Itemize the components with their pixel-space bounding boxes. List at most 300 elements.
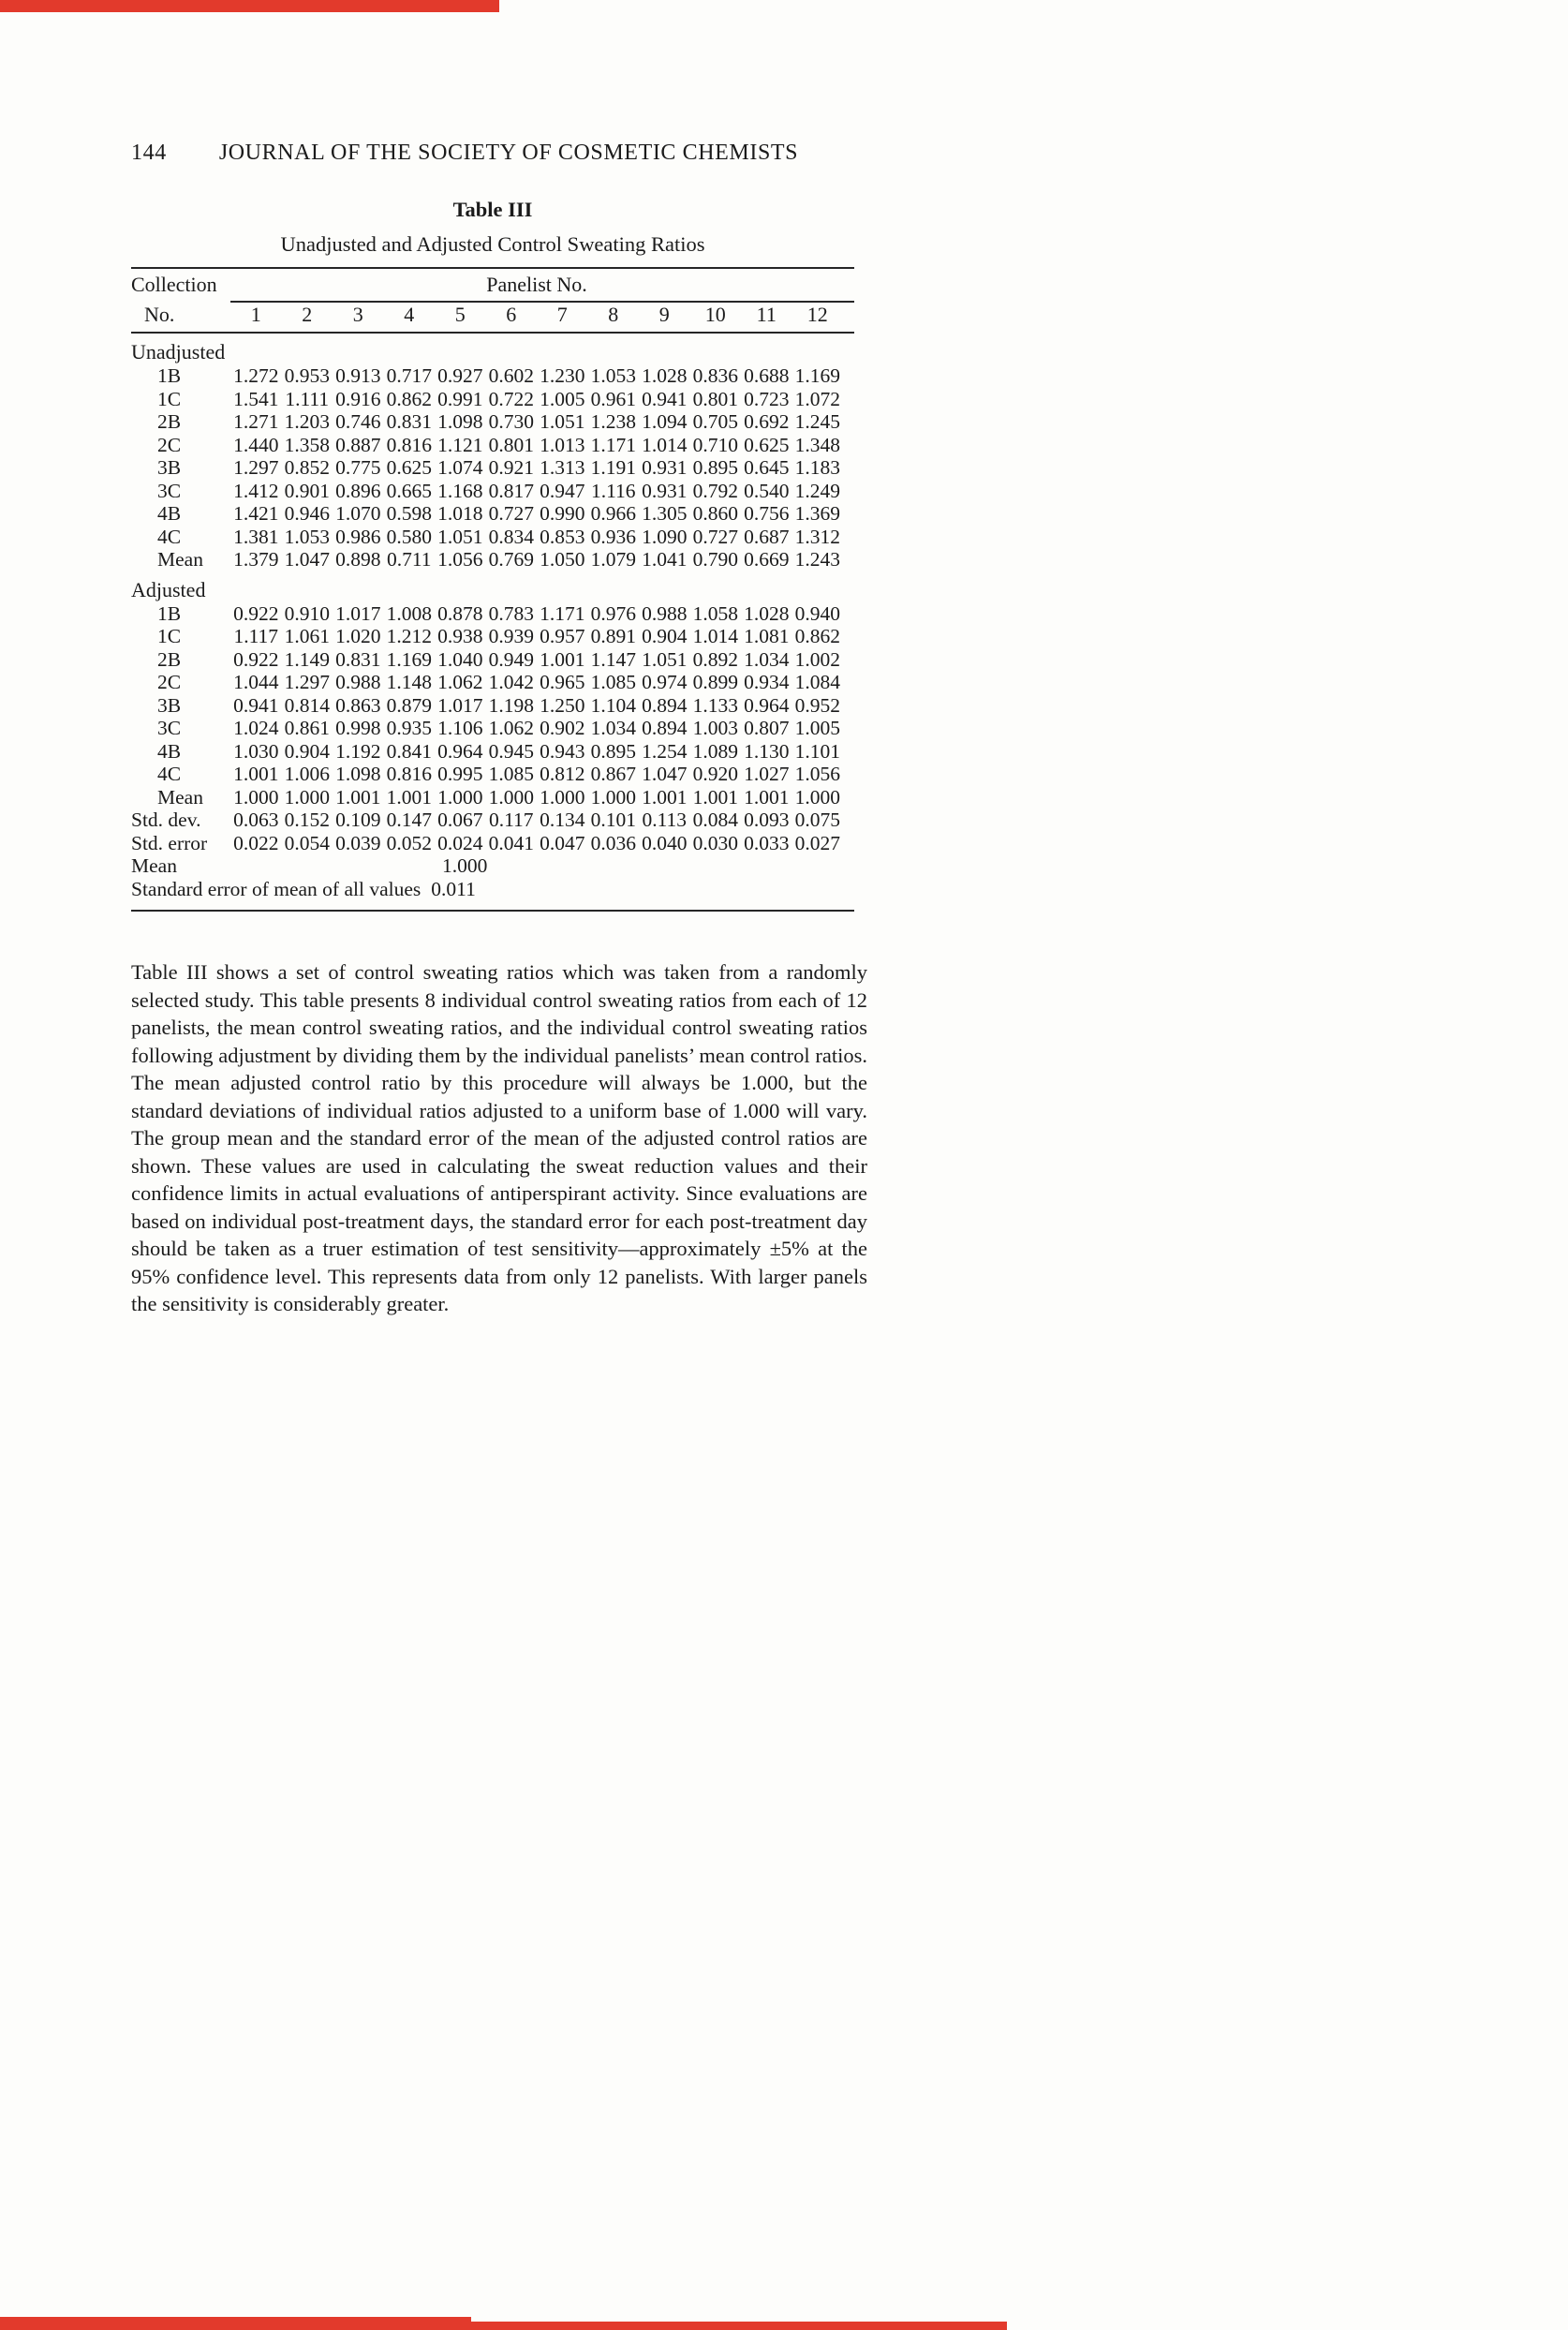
table-cell: 1.005 bbox=[794, 717, 840, 739]
row-label: 4C bbox=[157, 763, 182, 785]
table-cell: 1.072 bbox=[794, 387, 840, 410]
table-cell: 1.000 bbox=[437, 785, 483, 809]
table-cell: 1.106 bbox=[437, 717, 483, 739]
table-cell: 0.580 bbox=[386, 525, 432, 548]
panelist-number-8: 8 bbox=[608, 303, 619, 326]
table-cell: 1.191 bbox=[590, 456, 636, 479]
table-cell: 1.000 bbox=[488, 785, 534, 809]
table-cell: 0.957 bbox=[540, 625, 585, 647]
table-cell: 1.171 bbox=[540, 601, 585, 625]
table-cell: 0.727 bbox=[692, 525, 738, 548]
table-cell: 0.995 bbox=[437, 763, 483, 785]
table-cell: 0.792 bbox=[692, 479, 738, 502]
body-paragraph: Table III shows a set of control sweating ratios which was taken from a randomly selected study. This table presents 8 individual control sweating ratios from each of 12 panelists, the mean control sweating ratios, and the individual control sweating ratios following adjustment by dividing them by the individual panelists’ mean control ratios. The mean adjusted control ratio by this procedure will always be 1.000, but the standard deviations of individual ratios adjusted to a uniform base of 1.000 will vary. The group mean and the standard error of the mean of the adjusted control ratios are shown. These values are used in calculating the sweat reduction values and their confidence limits in actual evaluations of antiperspirant activity. Since evaluations are based on individual post-treatment days, the standard error for each post-treatment day should be taken as a truer estimation of test sensitivity—approximately ±5% at the 95% confidence level. This represents data from only 12 panelists. With larger panels the sensitivity is considerably greater. bbox=[131, 960, 867, 1315]
table-cell: 0.945 bbox=[488, 739, 534, 763]
table-cell: 1.028 bbox=[642, 364, 688, 387]
table-cell: 0.711 bbox=[386, 548, 432, 571]
table-cell: 1.058 bbox=[692, 601, 738, 625]
table-cell: 0.988 bbox=[335, 671, 381, 693]
table-row-3c bbox=[131, 480, 854, 503]
table-cell: 0.913 bbox=[335, 364, 381, 387]
table-cell: 1.000 bbox=[590, 785, 636, 809]
table-cell: 0.063 bbox=[233, 809, 279, 831]
table-cell: 1.051 bbox=[437, 525, 483, 548]
table-cell: 1.133 bbox=[692, 693, 738, 717]
row-label: 1C bbox=[157, 387, 182, 410]
table-cell: 1.272 bbox=[233, 364, 279, 387]
table-row-2b bbox=[131, 648, 854, 672]
table-cell: 1.005 bbox=[540, 387, 585, 410]
table-cell: 1.379 bbox=[233, 548, 279, 571]
table-cell: 0.807 bbox=[744, 717, 790, 739]
table-cell: 1.051 bbox=[642, 647, 688, 671]
panelist-number-4: 4 bbox=[404, 303, 415, 326]
table-row-4c bbox=[131, 526, 854, 549]
table-cell: 0.895 bbox=[692, 456, 738, 479]
running-head bbox=[131, 141, 867, 166]
table-cell: 0.952 bbox=[794, 693, 840, 717]
table-cell: 0.041 bbox=[488, 831, 534, 854]
table-cell: 1.084 bbox=[794, 671, 840, 693]
table-cell: 1.002 bbox=[794, 647, 840, 671]
table-cell: 0.727 bbox=[488, 502, 534, 525]
table-cell: 0.669 bbox=[744, 548, 790, 571]
table-cell: 0.949 bbox=[488, 647, 534, 671]
summary-row bbox=[131, 854, 854, 878]
table-cell: 1.230 bbox=[540, 364, 585, 387]
table-row-1c bbox=[131, 388, 854, 411]
table-cell: 0.816 bbox=[386, 433, 432, 456]
table-cell: 0.922 bbox=[233, 601, 279, 625]
row-label: 1B bbox=[157, 601, 182, 625]
panelist-number-7: 7 bbox=[556, 303, 568, 326]
table-cell: 0.134 bbox=[540, 809, 585, 831]
table-cell: 1.047 bbox=[642, 763, 688, 785]
table-cell: 1.098 bbox=[335, 763, 381, 785]
table-cell: 1.000 bbox=[540, 785, 585, 809]
table-cell: 1.001 bbox=[540, 647, 585, 671]
summary-value: 1.000 bbox=[442, 854, 488, 877]
row-label: 4C bbox=[157, 525, 182, 548]
table-cell: 1.254 bbox=[642, 739, 688, 763]
table-cell: 0.022 bbox=[233, 831, 279, 854]
table-cell: 1.001 bbox=[335, 785, 381, 809]
table-cell: 1.040 bbox=[437, 647, 483, 671]
table-cell: 1.104 bbox=[590, 693, 636, 717]
table-cell: 1.017 bbox=[335, 601, 381, 625]
section-label-unadjusted: Unadjusted bbox=[131, 340, 226, 364]
table-cell: 0.054 bbox=[284, 831, 330, 854]
table-cell: 1.001 bbox=[692, 785, 738, 809]
table-cell: 1.047 bbox=[284, 548, 330, 571]
row-label: Std. dev. bbox=[131, 809, 201, 831]
table-cell: 1.297 bbox=[284, 671, 330, 693]
table-cell: 0.033 bbox=[744, 831, 790, 854]
table-cell: 1.027 bbox=[744, 763, 790, 785]
table-cell: 0.892 bbox=[692, 647, 738, 671]
table-cell: 0.861 bbox=[284, 717, 330, 739]
table-cell: 1.001 bbox=[386, 785, 432, 809]
table-cell: 1.020 bbox=[335, 625, 381, 647]
row-label: 2C bbox=[157, 433, 182, 456]
table-cell: 0.036 bbox=[590, 831, 636, 854]
table-row-4c bbox=[131, 763, 854, 786]
table-cell: 1.348 bbox=[794, 433, 840, 456]
table-cell: 1.000 bbox=[794, 785, 840, 809]
table-cell: 0.966 bbox=[590, 502, 636, 525]
panelist-group-label: Panelist No. bbox=[486, 273, 587, 296]
scan-artifact-top-bar bbox=[0, 0, 499, 12]
table-cell: 0.723 bbox=[744, 387, 790, 410]
table-cell: 1.028 bbox=[744, 601, 790, 625]
panelist-number-6: 6 bbox=[506, 303, 517, 326]
table-row-mean bbox=[131, 548, 854, 571]
table-cell: 0.934 bbox=[744, 671, 790, 693]
table-cell: 1.171 bbox=[590, 433, 636, 456]
row-label: Mean bbox=[157, 785, 203, 809]
table-cell: 0.964 bbox=[744, 693, 790, 717]
table-cell: 1.541 bbox=[233, 387, 279, 410]
row-label: 2C bbox=[157, 671, 182, 693]
table-cell: 1.074 bbox=[437, 456, 483, 479]
table-cell: 0.783 bbox=[488, 601, 534, 625]
row-label: 2B bbox=[157, 647, 182, 671]
table-cell: 0.602 bbox=[488, 364, 534, 387]
table-cell: 1.198 bbox=[488, 693, 534, 717]
table-cell: 0.705 bbox=[692, 410, 738, 433]
table-cell: 0.067 bbox=[437, 809, 483, 831]
table-cell: 0.931 bbox=[642, 456, 688, 479]
table-cell: 1.212 bbox=[386, 625, 432, 647]
table-cell: 0.938 bbox=[437, 625, 483, 647]
table-cell: 0.027 bbox=[794, 831, 840, 854]
panelist-number-12: 12 bbox=[806, 303, 828, 326]
table-cell: 1.044 bbox=[233, 671, 279, 693]
table-cell: 0.024 bbox=[437, 831, 483, 854]
table-row-std-error bbox=[131, 832, 854, 855]
table-cell: 1.412 bbox=[233, 479, 279, 502]
table-cell: 1.271 bbox=[233, 410, 279, 433]
table-cell: 0.687 bbox=[744, 525, 790, 548]
table-cell: 1.008 bbox=[386, 601, 432, 625]
table-cell: 0.598 bbox=[386, 502, 432, 525]
table-cell: 1.006 bbox=[284, 763, 330, 785]
table-cell: 0.965 bbox=[540, 671, 585, 693]
table-cell: 0.921 bbox=[488, 456, 534, 479]
table-cell: 0.101 bbox=[590, 809, 636, 831]
table-cell: 0.039 bbox=[335, 831, 381, 854]
table-cell: 0.625 bbox=[386, 456, 432, 479]
table-cell: 0.961 bbox=[590, 387, 636, 410]
table-cell: 1.369 bbox=[794, 502, 840, 525]
panelist-number-3: 3 bbox=[352, 303, 363, 326]
panelist-number-5: 5 bbox=[454, 303, 466, 326]
table-cell: 1.030 bbox=[233, 739, 279, 763]
section-label-adjusted: Adjusted bbox=[131, 577, 206, 601]
row-label: 2B bbox=[157, 410, 182, 433]
table-cell: 1.358 bbox=[284, 433, 330, 456]
table-cell: 0.899 bbox=[692, 671, 738, 693]
row-label: 1C bbox=[157, 625, 182, 647]
panelist-number-2: 2 bbox=[302, 303, 313, 326]
table-cell: 0.756 bbox=[744, 502, 790, 525]
table-cell: 1.183 bbox=[794, 456, 840, 479]
table-cell: 1.090 bbox=[642, 525, 688, 548]
table-cell: 0.940 bbox=[794, 601, 840, 625]
table-cell: 0.947 bbox=[540, 479, 585, 502]
table-cell: 1.305 bbox=[642, 502, 688, 525]
table-cell: 0.093 bbox=[744, 809, 790, 831]
table-cell: 0.931 bbox=[642, 479, 688, 502]
table-cell: 0.887 bbox=[335, 433, 381, 456]
table-cell: 0.817 bbox=[488, 479, 534, 502]
table-row-4b bbox=[131, 740, 854, 764]
table-cell: 0.939 bbox=[488, 625, 534, 647]
table-header-group-row bbox=[131, 269, 854, 297]
table-cell: 1.000 bbox=[284, 785, 330, 809]
table-cell: 1.001 bbox=[233, 763, 279, 785]
row-label: 1B bbox=[157, 364, 182, 387]
table-row-1b bbox=[131, 602, 854, 626]
table-row-3c bbox=[131, 717, 854, 740]
table-cell: 1.017 bbox=[437, 693, 483, 717]
table-cell: 1.245 bbox=[794, 410, 840, 433]
table-cell: 1.149 bbox=[284, 647, 330, 671]
row-label: 4B bbox=[157, 739, 182, 763]
table-cell: 1.098 bbox=[437, 410, 483, 433]
table-cell: 1.381 bbox=[233, 525, 279, 548]
table-cell: 1.003 bbox=[692, 717, 738, 739]
table-cell: 1.001 bbox=[744, 785, 790, 809]
page-content bbox=[131, 141, 867, 1318]
table-cell: 0.841 bbox=[386, 739, 432, 763]
table-cell: 0.941 bbox=[642, 387, 688, 410]
table-iii bbox=[131, 198, 854, 912]
table-subtitle: Unadjusted and Adjusted Control Sweating Ratios bbox=[280, 232, 705, 256]
panelist-number-11: 11 bbox=[756, 303, 777, 326]
table-cell: 0.645 bbox=[744, 456, 790, 479]
table-cell: 0.904 bbox=[284, 739, 330, 763]
row-label: Std. error bbox=[131, 831, 208, 854]
page-number: 144 bbox=[131, 141, 167, 165]
journal-title: JOURNAL OF THE SOCIETY OF COSMETIC CHEMISTS bbox=[218, 141, 799, 165]
table-cell: 1.056 bbox=[794, 763, 840, 785]
table-cell: 0.113 bbox=[642, 809, 688, 831]
table-cell: 0.836 bbox=[692, 364, 738, 387]
table-cell: 1.169 bbox=[386, 647, 432, 671]
table-cell: 0.953 bbox=[284, 364, 330, 387]
table-cell: 1.062 bbox=[437, 671, 483, 693]
table-row-2c bbox=[131, 434, 854, 457]
table-cell: 0.863 bbox=[335, 693, 381, 717]
table-cell: 1.000 bbox=[233, 785, 279, 809]
table-cell: 0.991 bbox=[437, 387, 483, 410]
table-cell: 0.862 bbox=[386, 387, 432, 410]
table-cell: 1.297 bbox=[233, 456, 279, 479]
table-cell: 1.051 bbox=[540, 410, 585, 433]
table-cell: 1.085 bbox=[590, 671, 636, 693]
table-cell: 0.816 bbox=[386, 763, 432, 785]
table-cell: 0.831 bbox=[335, 647, 381, 671]
table-cell: 0.730 bbox=[488, 410, 534, 433]
panelist-number-9: 9 bbox=[658, 303, 670, 326]
table-cell: 1.101 bbox=[794, 739, 840, 763]
table-cell: 0.862 bbox=[794, 625, 840, 647]
table-cell: 0.935 bbox=[386, 717, 432, 739]
table-cell: 0.895 bbox=[590, 739, 636, 763]
table-cell: 0.902 bbox=[540, 717, 585, 739]
table-cell: 1.034 bbox=[744, 647, 790, 671]
table-cell: 0.896 bbox=[335, 479, 381, 502]
table-cell: 1.062 bbox=[488, 717, 534, 739]
table-rule-under-header bbox=[131, 332, 854, 334]
row-label: 3B bbox=[157, 693, 182, 717]
table-cell: 1.440 bbox=[233, 433, 279, 456]
table-cell: 0.878 bbox=[437, 601, 483, 625]
table-cell: 0.898 bbox=[335, 548, 381, 571]
table-row-4b bbox=[131, 502, 854, 526]
table-cell: 0.946 bbox=[284, 502, 330, 525]
table-cell: 1.085 bbox=[488, 763, 534, 785]
table-cell: 0.075 bbox=[794, 809, 840, 831]
table-cell: 0.084 bbox=[692, 809, 738, 831]
table-cell: 0.986 bbox=[335, 525, 381, 548]
panelist-number-1: 1 bbox=[250, 303, 261, 326]
row-label: 3C bbox=[157, 479, 182, 502]
summary-label: Standard error of mean of all values bbox=[131, 878, 422, 900]
table-cell: 0.943 bbox=[540, 739, 585, 763]
table-cell: 1.203 bbox=[284, 410, 330, 433]
table-cell: 0.030 bbox=[692, 831, 738, 854]
scan-artifact-bottom-mid-bar bbox=[471, 2322, 1007, 2330]
table-row-3b bbox=[131, 694, 854, 718]
table-cell: 1.081 bbox=[744, 625, 790, 647]
table-cell: 0.688 bbox=[744, 364, 790, 387]
table-row-std-dev- bbox=[131, 809, 854, 832]
table-cell: 0.941 bbox=[233, 693, 279, 717]
table-cell: 0.974 bbox=[642, 671, 688, 693]
table-cell: 0.922 bbox=[233, 647, 279, 671]
table-cell: 1.117 bbox=[233, 625, 279, 647]
table-cell: 1.001 bbox=[642, 785, 688, 809]
row-label: 3C bbox=[157, 717, 182, 739]
table-cell: 0.775 bbox=[335, 456, 381, 479]
table-cell: 0.540 bbox=[744, 479, 790, 502]
table-cell: 0.801 bbox=[488, 433, 534, 456]
table-rule-bottom bbox=[131, 910, 854, 912]
table-cell: 1.313 bbox=[540, 456, 585, 479]
collection-label: Collection bbox=[131, 273, 217, 296]
panelist-number-10: 10 bbox=[704, 303, 726, 326]
table-cell: 1.041 bbox=[642, 548, 688, 571]
table-cell: 0.852 bbox=[284, 456, 330, 479]
table-cell: 0.936 bbox=[590, 525, 636, 548]
table-row-2c bbox=[131, 671, 854, 694]
table-cell: 0.891 bbox=[590, 625, 636, 647]
table-cell: 1.169 bbox=[794, 364, 840, 387]
table-cell: 0.853 bbox=[540, 525, 585, 548]
table-cell: 0.910 bbox=[284, 601, 330, 625]
table-cell: 0.976 bbox=[590, 601, 636, 625]
table-cell: 0.801 bbox=[692, 387, 738, 410]
table-body bbox=[131, 340, 854, 854]
scan-artifact-bottom-left-bar bbox=[0, 2317, 471, 2330]
table-cell: 0.722 bbox=[488, 387, 534, 410]
table-cell: 1.070 bbox=[335, 502, 381, 525]
table-cell: 0.904 bbox=[642, 625, 688, 647]
table-cell: 1.079 bbox=[590, 548, 636, 571]
table-cell: 1.249 bbox=[794, 479, 840, 502]
table-cell: 0.152 bbox=[284, 809, 330, 831]
table-cell: 0.665 bbox=[386, 479, 432, 502]
table-cell: 0.964 bbox=[437, 739, 483, 763]
table-cell: 0.879 bbox=[386, 693, 432, 717]
table-title: Table III bbox=[452, 198, 533, 221]
table-cell: 1.238 bbox=[590, 410, 636, 433]
table-cell: 0.052 bbox=[386, 831, 432, 854]
table-cell: 0.998 bbox=[335, 717, 381, 739]
table-cell: 1.014 bbox=[642, 433, 688, 456]
table-cell: 1.111 bbox=[285, 387, 330, 410]
table-cell: 1.056 bbox=[437, 548, 483, 571]
table-cell: 0.746 bbox=[335, 410, 381, 433]
table-cell: 1.243 bbox=[794, 548, 840, 571]
table-cell: 1.148 bbox=[386, 671, 432, 693]
table-row-3b bbox=[131, 456, 854, 480]
table-cell: 0.920 bbox=[692, 763, 738, 785]
table-cell: 0.894 bbox=[642, 693, 688, 717]
table-cell: 1.013 bbox=[540, 433, 585, 456]
table-cell: 1.116 bbox=[590, 479, 636, 502]
table-cell: 1.250 bbox=[540, 693, 585, 717]
table-cell: 0.109 bbox=[335, 809, 381, 831]
summary-value: 0.011 bbox=[431, 878, 476, 900]
table-cell: 0.625 bbox=[744, 433, 790, 456]
table-cell: 0.990 bbox=[540, 502, 585, 525]
table-cell: 1.061 bbox=[284, 625, 330, 647]
table-cell: 1.130 bbox=[744, 739, 790, 763]
row-label: 4B bbox=[157, 502, 182, 525]
table-cell: 1.042 bbox=[488, 671, 534, 693]
table-summary bbox=[131, 854, 854, 901]
table-cell: 1.018 bbox=[437, 502, 483, 525]
row-label: Mean bbox=[157, 548, 203, 571]
table-cell: 0.916 bbox=[335, 387, 381, 410]
table-cell: 0.047 bbox=[540, 831, 585, 854]
table-cell: 0.117 bbox=[488, 809, 534, 831]
table-row-mean bbox=[131, 786, 854, 809]
table-cell: 0.040 bbox=[642, 831, 688, 854]
table-cell: 0.790 bbox=[692, 548, 738, 571]
table-cell: 0.814 bbox=[284, 693, 330, 717]
table-cell: 1.421 bbox=[233, 502, 279, 525]
table-cell: 0.812 bbox=[540, 763, 585, 785]
table-cell: 0.769 bbox=[488, 548, 534, 571]
table-cell: 1.168 bbox=[437, 479, 483, 502]
table-cell: 0.710 bbox=[692, 433, 738, 456]
table-cell: 1.034 bbox=[590, 717, 636, 739]
table-cell: 1.147 bbox=[590, 647, 636, 671]
table-cell: 0.692 bbox=[744, 410, 790, 433]
summary-label: Mean bbox=[131, 854, 177, 877]
table-row-1b bbox=[131, 364, 854, 388]
table-cell: 0.834 bbox=[488, 525, 534, 548]
table-cell: 1.312 bbox=[794, 525, 840, 548]
table-row-2b bbox=[131, 410, 854, 434]
table-cell: 1.121 bbox=[437, 433, 483, 456]
table-cell: 1.089 bbox=[692, 739, 738, 763]
table-row-1c bbox=[131, 625, 854, 648]
